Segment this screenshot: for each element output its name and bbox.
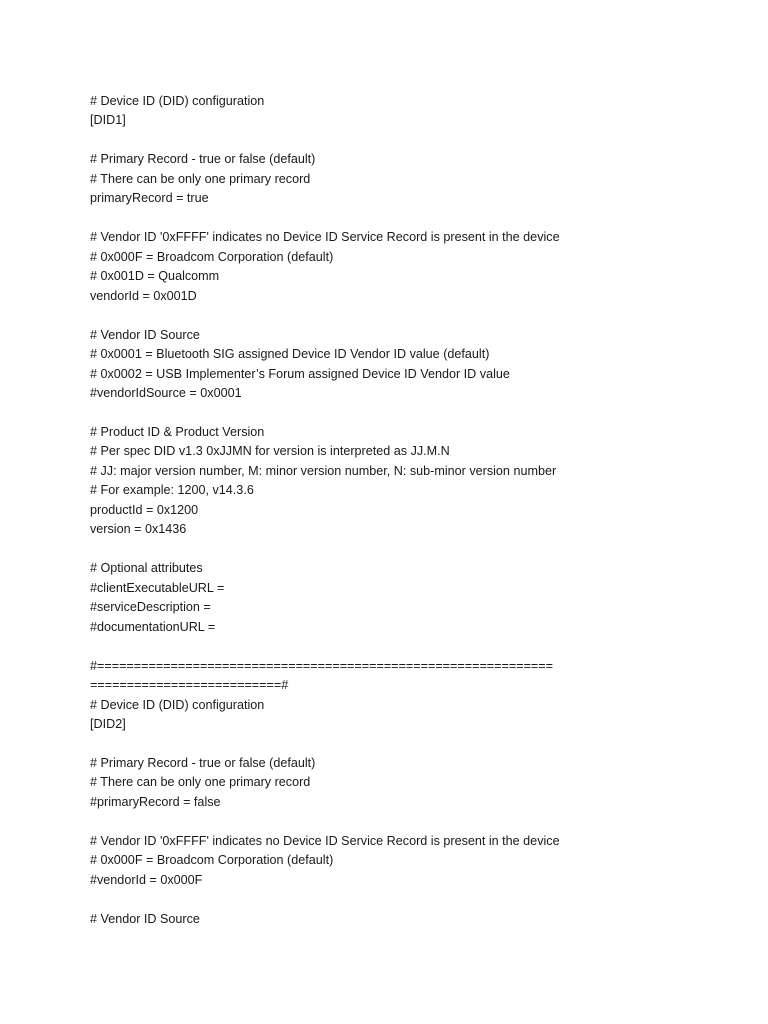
text-line: # Device ID (DID) configuration: [90, 94, 265, 108]
text-line: # Vendor ID '0xFFFF' indicates no Device ID Service Record is present in the device: [90, 833, 560, 848]
text-line: # Device ID (DID) configuration: [90, 697, 265, 712]
text-line: #vendorIdSource = 0x0001: [90, 386, 242, 401]
config-text: [90, 92, 730, 929]
text-line: # Vendor ID Source: [90, 327, 200, 342]
text-line: # 0x000F = Broadcom Corporation (default): [90, 249, 334, 264]
text-line: #clientExecutableURL =: [90, 580, 225, 595]
text-line: #serviceDescription =: [90, 600, 211, 615]
blank-line: [90, 812, 730, 831]
text-line: # There can be only one primary record: [90, 775, 311, 790]
blank-line: [90, 734, 730, 753]
text-line: # For example: 1200, v14.3.6: [90, 483, 254, 498]
text-line: # Product ID & Product Version: [90, 424, 265, 439]
text-line: #==============================================================: [90, 658, 553, 673]
text-line: # Optional attributes: [90, 561, 203, 576]
text-line: # Per spec DID v1.3 0xJJMN for version is interpreted as JJ.M.N: [90, 444, 450, 459]
text-line: # JJ: major version number, M: minor version number, N: sub-minor version number: [90, 463, 557, 478]
text-line: # 0x0002 = USB Implementer’s Forum assigned Device ID Vendor ID value: [90, 366, 510, 381]
text-line: # Primary Record - true or false (default): [90, 755, 316, 770]
text-line: version = 0x1436: [90, 522, 187, 537]
text-line: # There can be only one primary record: [90, 171, 311, 186]
blank-line: [90, 637, 730, 656]
text-line: # Vendor ID Source: [90, 911, 200, 926]
text-line: # Primary Record - true or false (default): [90, 152, 316, 167]
blank-line: [90, 209, 730, 228]
text-line: [DID2]: [90, 717, 126, 731]
blank-line: [90, 890, 730, 909]
blank-line: [90, 540, 730, 559]
text-line: #documentationURL =: [90, 619, 216, 634]
text-line: [DID1]: [90, 113, 126, 128]
text-line: productId = 0x1200: [90, 502, 199, 517]
text-line: # 0x001D = Qualcomm: [90, 269, 220, 284]
text-line: # 0x0001 = Bluetooth SIG assigned Device ID Vendor ID value (default): [90, 347, 490, 362]
blank-line: [90, 131, 730, 150]
blank-line: [90, 404, 730, 423]
blank-line: [90, 306, 730, 325]
text-line: # 0x000F = Broadcom Corporation (default): [90, 853, 334, 868]
text-line: ==========================#: [90, 678, 289, 693]
text-line: #vendorId = 0x000F: [90, 872, 203, 887]
text-line: # Vendor ID '0xFFFF' indicates no Device ID Service Record is present in the device: [90, 230, 560, 245]
text-line: #primaryRecord = false: [90, 794, 221, 809]
text-line: vendorId = 0x001D: [90, 288, 197, 303]
text-line: primaryRecord = true: [90, 191, 209, 206]
